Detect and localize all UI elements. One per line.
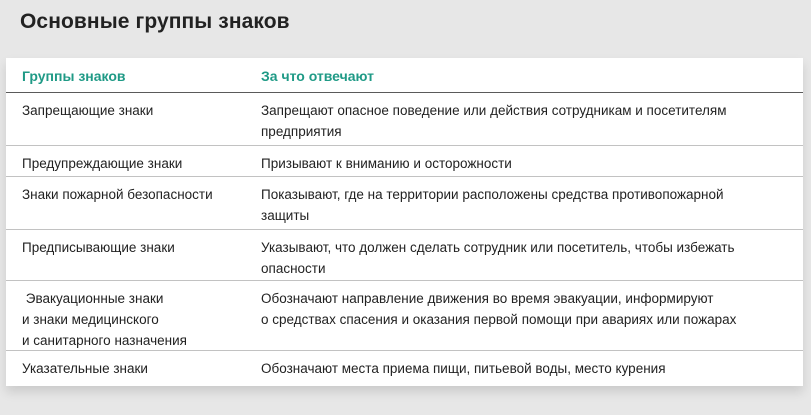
purpose-text: Указывают, что должен сделать сотрудник или посетитель, чтобы избежать (261, 240, 735, 255)
group-text: Эвакуационные знаки (22, 291, 164, 306)
table-row (6, 351, 803, 386)
purpose-text: Обозначают направление движения во время эвакуации, информируют (261, 291, 714, 306)
group-cell (22, 184, 247, 205)
signs-table (6, 58, 803, 386)
purpose-text: предприятия (261, 124, 342, 139)
purpose-cell (261, 184, 796, 226)
column-header-purpose: За что отвечают (261, 68, 374, 84)
group-text: Знаки пожарной безопасности (22, 187, 213, 202)
column-header-groups: Группы знаков (22, 68, 126, 84)
purpose-text: Запрещают опасное поведение или действия сотрудникам и посетителям (261, 103, 727, 118)
purpose-text: Призывают к вниманию и осторожности (261, 156, 512, 171)
purpose-cell (261, 288, 796, 330)
group-text: Предупреждающие знаки (22, 156, 183, 171)
group-text: и санитарного назначения (22, 333, 187, 348)
table-row (6, 281, 803, 351)
purpose-text: о средствах спасения и оказания первой помощи при авариях или пожарах (261, 312, 737, 327)
group-text: Запрещающие знаки (22, 103, 154, 118)
table-row (6, 146, 803, 177)
purpose-text: опасности (261, 261, 326, 276)
table-row (6, 230, 803, 281)
purpose-cell (261, 100, 796, 142)
page-title: Основные группы знаков (20, 10, 290, 33)
group-cell (22, 358, 247, 379)
group-cell (22, 153, 247, 174)
group-text: Указательные знаки (22, 361, 148, 376)
table-header (6, 58, 803, 93)
purpose-cell (261, 358, 796, 379)
purpose-text: защиты (261, 208, 310, 223)
group-cell (22, 100, 247, 121)
group-cell (22, 288, 247, 351)
purpose-cell (261, 237, 796, 279)
purpose-text: Обозначают места приема пищи, питьевой воды, место курения (261, 361, 666, 376)
group-text: и знаки медицинского (22, 312, 159, 327)
purpose-cell (261, 153, 796, 174)
table-row (6, 177, 803, 230)
group-cell (22, 237, 247, 258)
group-text: Предписывающие знаки (22, 240, 175, 255)
purpose-text: Показывают, где на территории расположены средства противопожарной (261, 187, 724, 202)
table-row (6, 93, 803, 146)
